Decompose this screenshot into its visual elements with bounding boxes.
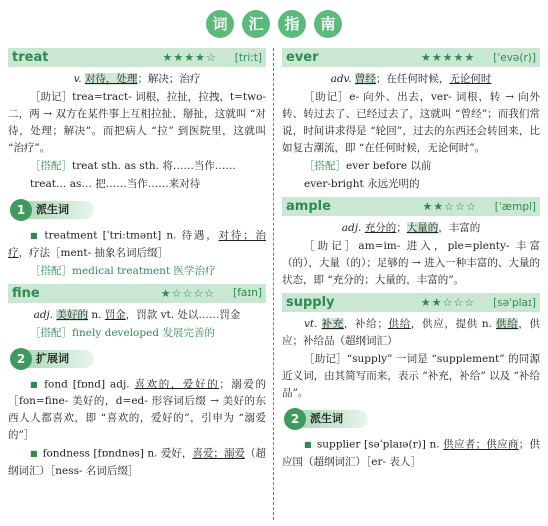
derived-rest: ，疗法［ment- 抽象名词后缀］	[18, 246, 169, 259]
subheading-number: 2	[284, 408, 306, 430]
definition	[8, 307, 266, 324]
collocation: ［搭配］finely developed 发展完善的	[30, 326, 215, 339]
bullet-icon: ■	[30, 449, 38, 458]
phonetic: [səˈplaɪ]	[493, 296, 536, 309]
subheading-label: 扩展词	[22, 350, 94, 368]
entry-supply	[282, 293, 540, 471]
definition	[8, 71, 266, 88]
entry-treat	[8, 48, 266, 280]
meaning: ，补给；	[343, 318, 388, 330]
entry-ever	[282, 48, 540, 193]
extended-word	[8, 445, 266, 480]
header-char: 南	[314, 10, 342, 38]
section-header	[0, 10, 548, 40]
meaning: ，丰富的	[438, 222, 481, 234]
pos: n.	[87, 308, 105, 321]
headword: treat	[12, 50, 49, 65]
derived-text: supplier [səˈplaɪə(r)] n.	[316, 438, 444, 451]
pos: adj.	[341, 222, 362, 234]
definition	[282, 220, 540, 237]
subheading-extended	[8, 348, 266, 370]
collocation-tag: ［搭配］	[30, 160, 72, 172]
memo-text: ［助记］“supply” 一词是 “supplement” 的同源近义词，由其简写而来，表示 “补充，补给” 以及 “补给品”。	[282, 353, 540, 399]
derived-key: 供应者；供应商	[443, 438, 519, 451]
phonetic: [triːt]	[234, 51, 262, 64]
column-divider	[273, 48, 274, 520]
key-meaning: 供给	[496, 318, 519, 330]
bullet-icon: ■	[304, 440, 312, 449]
extended-rest: （超纲词汇）［ness- 名词后缀］	[8, 447, 267, 477]
collocation: ever-bright 永远光明的	[304, 178, 420, 190]
meaning: ；在任何时候，	[375, 73, 450, 85]
header-char: 指	[278, 10, 306, 38]
key-meaning: 曾经	[354, 73, 376, 85]
entry-bar	[282, 197, 540, 216]
collocation	[282, 158, 540, 175]
key-meaning: 无论何时	[449, 73, 492, 85]
headword: supply	[286, 295, 335, 310]
extended-key: 喜欢的，爱好的	[134, 378, 220, 390]
frequency-stars: ★★☆☆☆	[420, 296, 476, 309]
frequency-stars: ★☆☆☆☆	[160, 286, 216, 300]
bullet-icon: ■	[30, 379, 40, 389]
phonetic: [faɪn]	[233, 287, 262, 299]
entry-bar	[8, 48, 266, 67]
extended-word	[8, 376, 266, 445]
meaning: ，罚款 vt. 处以……罚金	[125, 308, 241, 321]
subheading-number: 1	[10, 199, 32, 221]
key-meaning: 美好的	[56, 308, 88, 321]
phonetic: [ˈevə(r)]	[493, 51, 536, 64]
definition	[282, 71, 540, 88]
headword: ever	[286, 50, 319, 65]
entry-bar	[282, 293, 540, 312]
entry-bar	[282, 48, 540, 67]
subheading-number: 2	[10, 348, 32, 370]
subheading-label: 派生词	[296, 410, 368, 428]
derived-word	[8, 227, 266, 262]
collocation-tag: ［搭配］	[304, 160, 346, 172]
derived-key: 对待；治疗	[8, 229, 266, 259]
pos: v.	[73, 73, 82, 85]
subheading-derived	[8, 199, 266, 221]
key-meaning: 罚金	[104, 308, 126, 321]
meaning: ；	[396, 222, 407, 234]
frequency-stars: ★★☆☆☆	[422, 200, 477, 213]
collocation: treat… as… 把……当作……来对待	[30, 178, 201, 190]
collocation: ［搭配］medical treatment 医学治疗	[30, 264, 216, 277]
headword: fine	[12, 285, 40, 301]
frequency-stars: ★★★★★	[420, 51, 476, 64]
meaning: ，供应；补给品（超纲词汇）	[282, 318, 541, 347]
extended-key: 喜爱；溺爱	[192, 447, 245, 460]
extended-text: fond [fɒnd] adj.	[44, 378, 135, 390]
definition	[282, 316, 540, 350]
key-meaning: 对待，处理	[84, 73, 138, 85]
key-meaning: 大量的	[406, 222, 439, 234]
entry-ample	[282, 197, 540, 289]
collocation-text: ever before 以前	[346, 160, 432, 172]
key-meaning: 补充	[321, 318, 344, 330]
right-column	[282, 48, 540, 475]
derived-text: treatment [ˈtriːtmənt] n. 待遇，	[44, 229, 219, 242]
bullet-icon: ■	[30, 231, 40, 240]
meaning: ；解决；治疗	[137, 73, 201, 85]
memo-text: ［助记］e- 向外、出去，ver- 词根，转 → 向外转、转过去了、已经过去了，这就叫 “曾经”；而我们常说，时间讲求得是 “轮回”，过去的东西还会转回来，比如复古潮流，即 “在任何时候，无论何时”。	[282, 91, 540, 154]
derived-rest: ；供应国（超纲词汇）［er- 表人］	[282, 438, 541, 468]
subheading-derived	[282, 408, 540, 430]
collocation	[8, 158, 266, 175]
memo-text: ［助记］trea=tract- 词根，拉扯，拉拽，t=two- 二，两 → 双方在某件事上互相拉扯、掰扯，这就叫 “对待，处理；解决”。而把病人 “拉” 到医院里，这就叫 “治疗”。	[8, 91, 266, 154]
key-meaning: 充分的	[364, 222, 397, 234]
pos: adv.	[330, 73, 352, 85]
frequency-stars: ★★★★☆	[162, 51, 217, 64]
left-column	[8, 48, 266, 484]
subheading-label: 派生词	[22, 201, 94, 219]
extended-rest: ；溺爱的［fon=fine- 美好的，d=ed- 形容词后缀 → 美好的东西人人都喜欢，即 “喜欢的，爱好的”，引申为 “溺爱的”］	[8, 378, 266, 441]
memo-text: ［助记］am=im- 进入，ple=plenty- 丰富（的），大量（的）；足够的 → 进入一种丰富的、大量的状态，即 “充分的；大量的，丰富的”。	[282, 240, 540, 286]
header-char: 词	[206, 10, 234, 38]
extended-text: fondness [fɒndnəs] n. 爱好，	[42, 447, 193, 460]
pos: vt.	[304, 318, 318, 330]
entry-fine	[8, 284, 266, 480]
entry-bar	[8, 284, 266, 303]
phonetic: [ˈæmpl]	[494, 200, 536, 213]
pos: adj.	[33, 308, 54, 321]
key-meaning: 供给	[387, 318, 411, 330]
meaning: ，供应，提供 n.	[410, 318, 497, 330]
header-char: 汇	[242, 10, 270, 38]
derived-word	[282, 436, 540, 471]
headword: ample	[286, 199, 331, 214]
collocation-text: treat sth. as sth. 将……当作……	[72, 160, 236, 172]
